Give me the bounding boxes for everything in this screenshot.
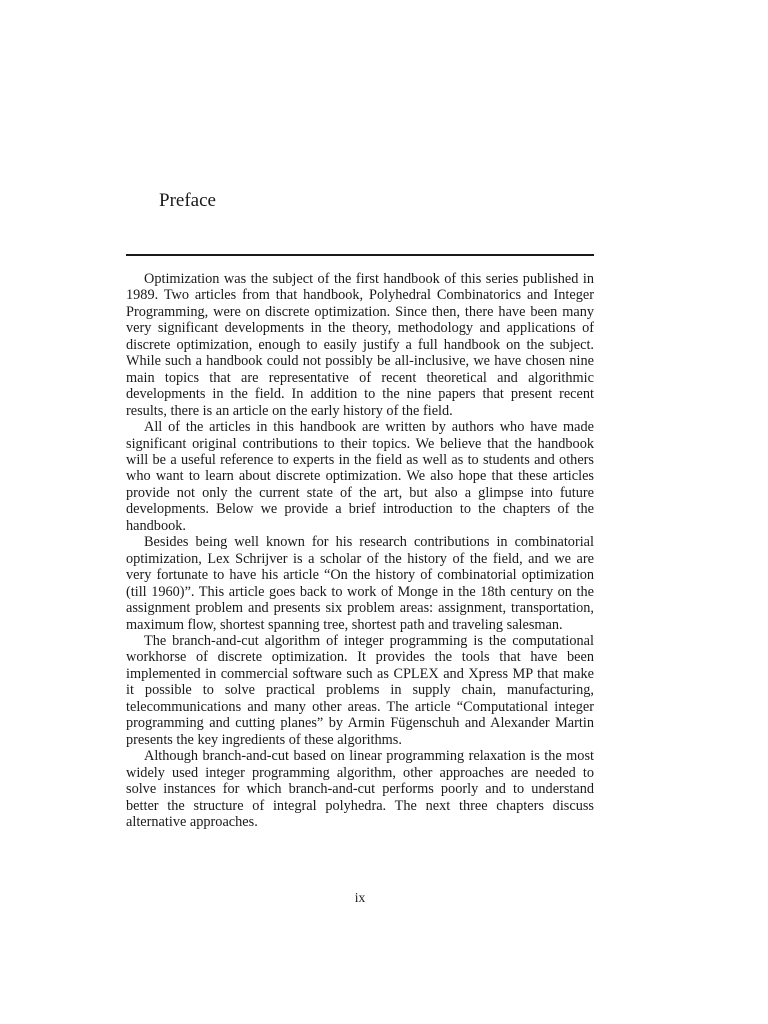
page-number: ix: [354, 890, 366, 905]
paragraph-5: Although branch-and-cut based on linear programming relaxation is the most widely used integer programming algorithm, other approaches are needed to solve instances for which branch-and-cut performs poorly and to understand better the structure of integral polyhedra. The next three chapters discuss alternative approaches.: [126, 748, 594, 830]
paragraph-2: All of the articles in this handbook are written by authors who have made significant original contributions to their topics. We believe that the handbook will be a useful reference to experts in the field as well as to students and others who want to learn about discrete optimization. We also hope that these articles provide not only the current state of the art, but also a glimpse into future developments. Below we provide a brief introduction to the chapters of the handbook.: [126, 419, 594, 534]
page-title: Preface: [159, 190, 216, 211]
paragraph-4: The branch-and-cut algorithm of integer programming is the computational workhorse of discrete optimization. It provides the tools that have been implemented in commercial software such as CPLEX and Xpress MP that make it possible to solve practical problems in supply chain, manufacturing, telecommunications and many other areas. The article “Computational integer programming and cutting planes” by Armin Fügenschuh and Alexander Martin presents the key ingredients of these algorithms.: [126, 632, 594, 748]
paragraph-3: Besides being well known for his research contributions in combinatorial optimization, Lex Schrijver is a scholar of the history of the field, and we are very fortunate to have his article “On the history of combinatorial optimization (till 1960)”. This article goes back to work of Monge in the 18th century on the assignment problem and presents six problem areas: assignment, transportation, maximum flow, shortest spanning tree, shortest path and traveling salesman.: [126, 534, 594, 633]
title-rule: [126, 254, 594, 256]
preface-body: [126, 271, 594, 830]
paragraph-1: Optimization was the subject of the first handbook of this series published in 1989. Two articles from that handbook, Polyhedral Combinatorics and Integer Programming, were on discrete optimization. Since then, there have been many very significant developments in the theory, methodology and applications of discrete optimization, enough to easily justify a full handbook on the subject. While such a handbook could not possibly be all-inclusive, we have chosen nine main topics that are representative of recent theoretical and algorithmic developments in the field. In addition to the nine papers that present recent results, there is an article on the early history of the field.: [126, 271, 594, 419]
